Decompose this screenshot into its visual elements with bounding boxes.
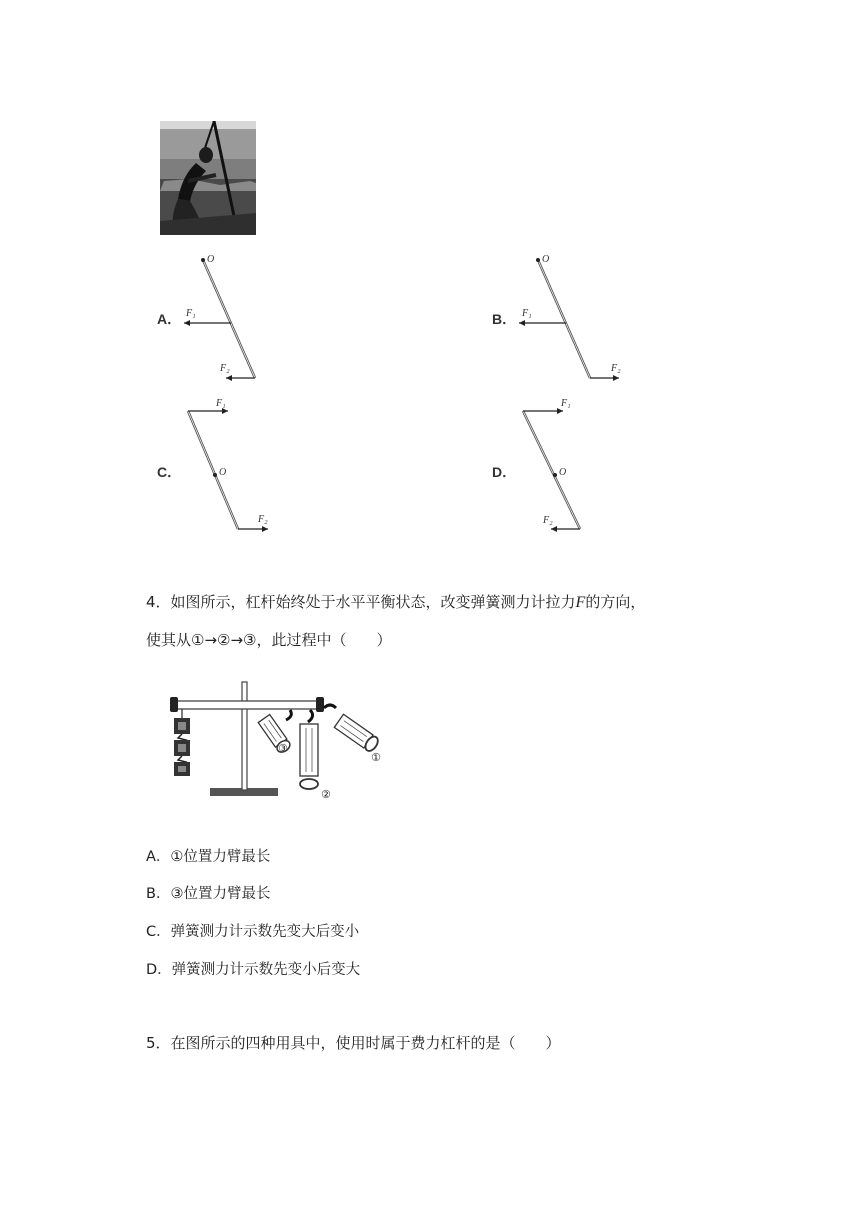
question-4-text-a: 4．如图所示，杠杆始终处于水平平衡状态，改变弹簧测力计拉力 [146,593,576,611]
lever-figure [160,678,400,803]
option-d-f2-label: F₂ [543,515,553,526]
option-c-f2-label: F₂ [258,514,268,525]
option-b-letter: B． [492,311,517,327]
choice-b[interactable]: B．③位置力臂最长 [146,886,271,902]
question-4-text-b: 的方向， [585,593,646,611]
option-a-pivot-label: O [207,254,215,265]
option-b-f1-label: F₁ [522,308,532,319]
option-c-pivot-label: O [219,467,227,478]
choice-a[interactable]: A．①位置力臂最长 [146,849,271,865]
question-4-line-1 [146,591,645,612]
option-a-letter: A． [157,311,182,327]
position-2-label: ② [321,788,331,801]
choice-c[interactable]: C．弹簧测力计示数先变大后变小 [146,924,360,940]
option-c-letter: C． [157,464,182,480]
question-5-text: 5．在图所示的四种用具中，使用时属于费力杠杆的是（ ） [146,1034,561,1052]
canoe-photo [160,121,256,235]
option-b-pivot-label: O [542,254,550,265]
option-d-f1-label: F₁ [561,398,571,409]
option-d-figure [505,395,625,540]
option-b-figure [505,248,635,388]
option-b-f2-label: F₂ [611,363,621,374]
choice-d[interactable]: D．弹簧测力计示数先变小后变大 [146,962,361,978]
option-a-f1-label: F₁ [186,308,196,319]
option-a-f2-label: F₂ [220,363,230,374]
option-c-f1-label: F₁ [216,398,226,409]
option-c-figure [170,395,280,540]
position-3-label: ③ [278,742,288,755]
question-4-line-2: 使其从①→②→③，此过程中（ ） [146,631,392,649]
option-a-figure [170,248,280,388]
option-d-letter: D． [492,464,517,480]
position-1-label: ① [371,751,381,764]
question-4-variable: F [575,594,586,611]
option-d-pivot-label: O [559,467,567,478]
